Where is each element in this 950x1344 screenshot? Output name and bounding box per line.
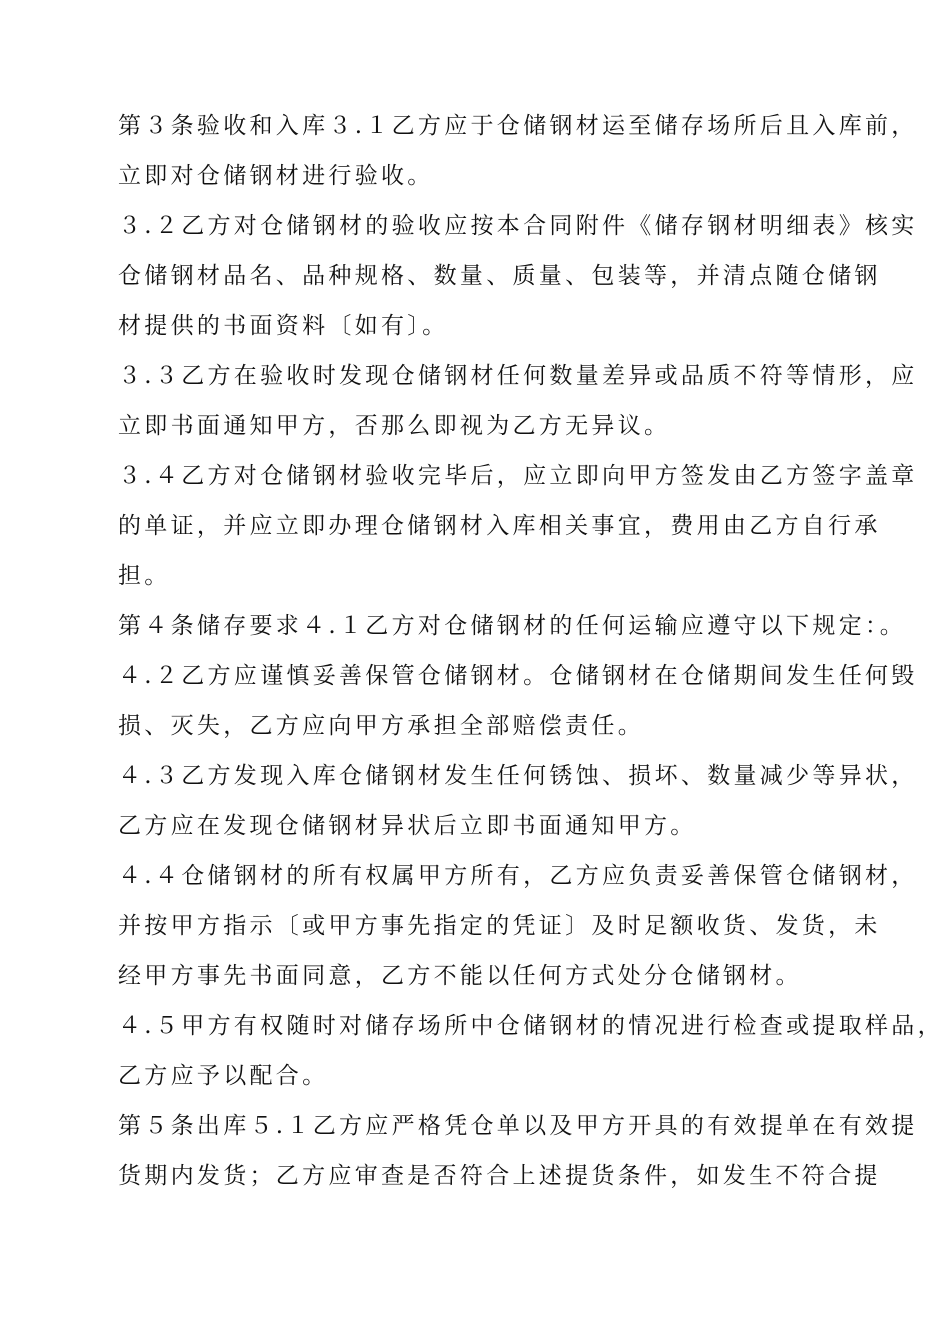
text-line: 经甲方事先书面同意，乙方不能以任何方式处分仓储钢材。: [118, 963, 802, 989]
text-line: 第４条储存要求４.１乙方对仓储钢材的任何运输应遵守以下规定：。: [118, 613, 907, 639]
text-line: 的单证，并应立即办理仓储钢材入库相关事宜，费用由乙方自行承: [118, 513, 881, 539]
text-line: 第５条出库５.１乙方应严格凭仓单以及甲方开具的有效提单在有效提: [118, 1113, 918, 1139]
text-line: 第３条验收和入库３.１乙方应于仓储钢材运至储存场所后且入库前，: [118, 113, 918, 139]
text-line: ４.４仓储钢材的所有权属甲方所有，乙方应负责妥善保管仓储钢材，: [118, 863, 918, 889]
text-line: 损、灭失，乙方应向甲方承担全部赔偿责任。: [118, 713, 644, 739]
text-line: 乙方应予以配合。: [118, 1063, 329, 1089]
text-line: ３.４乙方对仓储钢材验收完毕后，应立即向甲方签发由乙方签字盖章: [118, 463, 918, 489]
text-line: ４.３乙方发现入库仓储钢材发生任何锈蚀、损坏、数量减少等异状，: [118, 763, 918, 789]
text-line: 立即对仓储钢材进行验收。: [118, 163, 434, 189]
text-line: 材提供的书面资料〔如有〕。: [118, 313, 449, 339]
text-line: ４.５甲方有权随时对储存场所中仓储钢材的情况进行检查或提取样品，: [118, 1013, 944, 1039]
text-line: 并按甲方指示〔或甲方事先指定的凭证〕及时足额收货、发货，未: [118, 913, 881, 939]
text-line: 乙方应在发现仓储钢材异状后立即书面通知甲方。: [118, 813, 697, 839]
text-line: ４.２乙方应谨慎妥善保管仓储钢材。仓储钢材在仓储期间发生任何毁: [118, 663, 918, 689]
text-line: 担。: [118, 563, 171, 589]
text-line: ３.２乙方对仓储钢材的验收应按本合同附件《储存钢材明细表》核实: [118, 213, 918, 239]
text-line: 立即书面通知甲方，否那么即视为乙方无异议。: [118, 413, 671, 439]
text-line: 货期内发货；乙方应审查是否符合上述提货条件，如发生不符合提: [118, 1163, 881, 1189]
text-line: ３.３乙方在验收时发现仓储钢材任何数量差异或品质不符等情形，应: [118, 363, 918, 389]
text-line: 仓储钢材品名、品种规格、数量、质量、包装等，并清点随仓储钢: [118, 263, 881, 289]
